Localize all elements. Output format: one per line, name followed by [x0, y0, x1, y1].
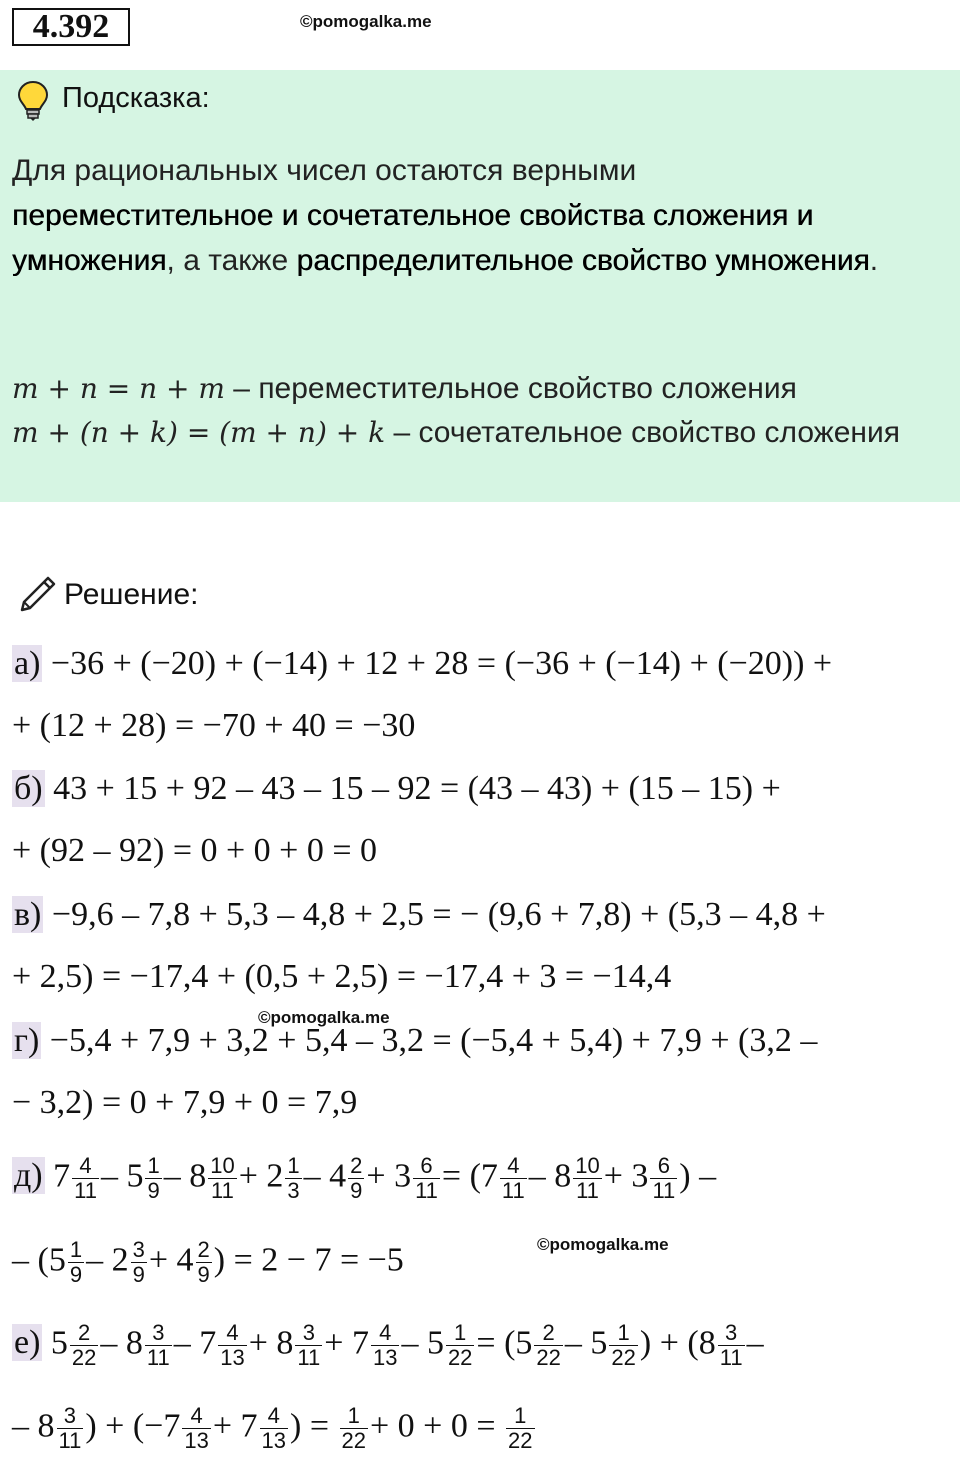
fraction: $\frac{6}{11}$	[415, 1153, 438, 1203]
fraction: $\frac{1}{22}$	[447, 1320, 473, 1370]
fraction: $\frac{1}{9}$	[69, 1237, 83, 1287]
fraction: $\frac{1}{3}$	[287, 1153, 300, 1203]
fraction: $\frac{10}{11}$	[210, 1153, 235, 1203]
solution-d-line-1: д) 7 $\frac{4}{11}$ – 5 $\frac{1}{9}$ – 8 $\frac{10}{11}$ + 2 $\frac{1}{3}$ – 4 $\frac{2}{9}$ + 3 $\frac{6}{11}$ = (7 $\frac{4}{11}$ – 8 $\frac{10}{11}$ + 3 $\frac{6}{11}$ ) –	[14, 1153, 717, 1203]
fraction: $\frac{3}{11}$	[297, 1320, 321, 1370]
label-b: б)	[14, 770, 43, 807]
solution-title: Решение:	[64, 578, 199, 611]
solution-g-text-1: −5,4 + 7,9 + 3,2 + 5,4 – 3,2 = (−5,4 + 5,4) + 7,9 + (3,2 –	[49, 1022, 818, 1059]
fraction: $\frac{4}{13}$	[220, 1320, 245, 1370]
hint-bold-distributive: распределительное свойство умножения	[296, 244, 870, 277]
formula-commutative-desc: – переместительное свойство сложения	[233, 372, 797, 405]
fraction: $\frac{3}{9}$	[132, 1237, 145, 1287]
solution-v-text-1: −9,6 – 7,8 + 5,3 – 4,8 + 2,5 = − (9,6 + 7,8) + (5,3 – 4,8 +	[51, 896, 826, 933]
solution-b-text-1: 43 + 15 + 92 – 43 – 15 – 92 = (43 – 43) + (15 – 15) +	[53, 770, 781, 807]
problem-number: 4.392	[12, 8, 130, 46]
fraction: $\frac{3}{11}$	[58, 1403, 82, 1453]
solution-a-line-2: + (12 + 28) = −70 + 40 = −30	[12, 707, 416, 744]
solution-b-line-2: + (92 – 92) = 0 + 0 + 0 = 0	[12, 832, 378, 869]
solution-b-line-1	[12, 769, 781, 809]
solution-d-line-2: – (5 $\frac{1}{9}$ – 2 $\frac{3}{9}$ + 4 $\frac{2}{9}$ ) = 2 − 7 = −5	[12, 1237, 404, 1287]
fraction: $\frac{3}{11}$	[719, 1320, 743, 1370]
fraction: $\frac{6}{11}$	[652, 1153, 676, 1203]
solution-g-line-2: − 3,2) = 0 + 7,9 + 0 = 7,9	[12, 1084, 358, 1121]
formula-commutative-expr: m + n = n + m	[12, 372, 225, 405]
pencil-icon	[18, 574, 58, 614]
label-d: д)	[14, 1157, 43, 1195]
formula-associative-desc: – сочетательное свойство сложения	[393, 416, 900, 449]
fraction: $\frac{2}{22}$	[536, 1320, 561, 1370]
formula-commutative	[12, 372, 797, 406]
fraction: $\frac{3}{11}$	[146, 1320, 170, 1370]
watermark: ©pomogalka.me	[258, 1008, 390, 1027]
solution-a-line-1	[12, 644, 832, 684]
watermark: ©pomogalka.me	[300, 12, 432, 31]
fraction: $\frac{4}{13}$	[184, 1403, 209, 1453]
fraction: $\frac{1}{9}$	[147, 1153, 160, 1203]
hint-bold-properties: переместительное и сочетательное свойства сложения и умножения	[12, 199, 814, 277]
fraction: $\frac{10}{11}$	[575, 1153, 600, 1203]
formula-associative	[12, 416, 900, 450]
hint-text	[12, 148, 947, 283]
label-g: г)	[14, 1022, 40, 1059]
hint-title: Подсказка:	[62, 82, 210, 114]
fraction: $\frac{2}{9}$	[197, 1237, 210, 1287]
fraction: $\frac{1}{22}$	[611, 1320, 636, 1370]
hint-paragraph-middle: , а также	[166, 244, 297, 277]
fraction: $\frac{1}{22}$	[341, 1403, 366, 1453]
solution-g-line-1	[12, 1021, 817, 1061]
hint-paragraph-start: Для рациональных чисел остаются верными	[12, 154, 637, 187]
watermark: ©pomogalka.me	[537, 1235, 669, 1254]
fraction: $\frac{2}{9}$	[350, 1153, 363, 1203]
label-e: е)	[14, 1324, 41, 1362]
lightbulb-icon	[16, 80, 50, 122]
label-a: а)	[14, 645, 41, 682]
solution-e-line-1: е) 5 $\frac{2}{22}$ – 8 $\frac{3}{11}$ – 7 $\frac{4}{13}$ + 8 $\frac{3}{11}$ + 7 $\frac{4}{13}$ – 5 $\frac{1}{22}$ = (5 $\frac{2}{22}$ – 5 $\frac{1}{22}$ ) + (8 $\frac{3}{11}$ –	[14, 1320, 764, 1370]
fraction: $\frac{1}{22}$	[508, 1403, 533, 1453]
fraction: $\frac{4}{11}$	[501, 1153, 525, 1203]
solution-a-text-1: −36 + (−20) + (−14) + 12 + 28 = (−36 + (−14) + (−20)) +	[50, 645, 833, 682]
solution-v-line-2: + 2,5) = −17,4 + (0,5 + 2,5) = −17,4 + 3 = −14,4	[12, 958, 672, 995]
fraction: $\frac{2}{22}$	[71, 1320, 97, 1370]
fraction: $\frac{4}{13}$	[372, 1320, 398, 1370]
hint-paragraph-end: .	[869, 244, 879, 277]
solution-e-line-2: – 8 $\frac{3}{11}$ ) + (−7 $\frac{4}{13}$ + 7 $\frac{4}{13}$ ) = $\frac{1}{22}$ + 0 + 0 = $\frac{1}{22}$	[12, 1403, 533, 1453]
label-v: в)	[14, 896, 42, 933]
solution-v-line-1	[12, 895, 826, 935]
fraction: $\frac{4}{11}$	[74, 1153, 97, 1203]
fraction: $\frac{4}{13}$	[261, 1403, 286, 1453]
formula-associative-expr: m + (n + k) = (m + n) + k	[12, 416, 386, 449]
